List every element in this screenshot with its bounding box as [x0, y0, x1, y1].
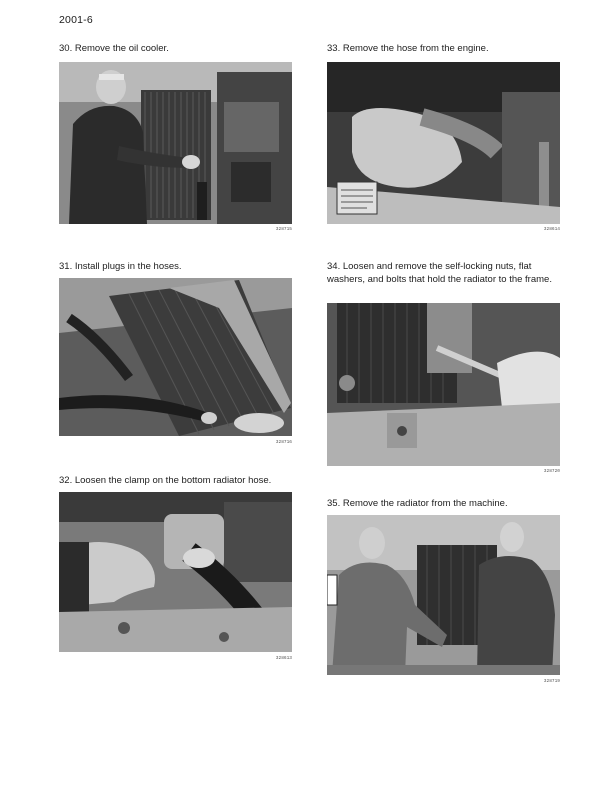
step-32-text: 32. Loosen the clamp on the bottom radiator hose.: [59, 475, 272, 486]
step-31-text: 31. Install plugs in the hoses.: [59, 261, 182, 272]
step-30-photo: [59, 62, 292, 224]
step-33-photo: [327, 62, 560, 224]
step-32-photo: [59, 492, 292, 652]
step-31-photo-ref: 328716: [275, 440, 292, 445]
step-34-photo-ref: 328720: [543, 469, 560, 474]
step-35-text: 35. Remove the radiator from the machine.: [327, 498, 508, 509]
step-33-photo-ref: 328614: [543, 227, 560, 232]
step-34-text: 34. Loosen and remove the self-locking nuts, flat washers, and bolts that hold the radiator to the frame.: [327, 261, 552, 285]
step-33-text: 33. Remove the hose from the engine.: [327, 43, 489, 54]
step-34-photo: [327, 303, 560, 466]
step-35-photo: [327, 515, 560, 675]
page-number: 2001-6: [59, 14, 93, 26]
step-35-photo-ref: 328719: [543, 679, 560, 684]
step-30-photo-ref: 328715: [275, 227, 292, 232]
step-31-photo: [59, 278, 292, 436]
step-30-text: 30. Remove the oil cooler.: [59, 43, 169, 54]
step-32-photo-ref: 328613: [275, 656, 292, 661]
